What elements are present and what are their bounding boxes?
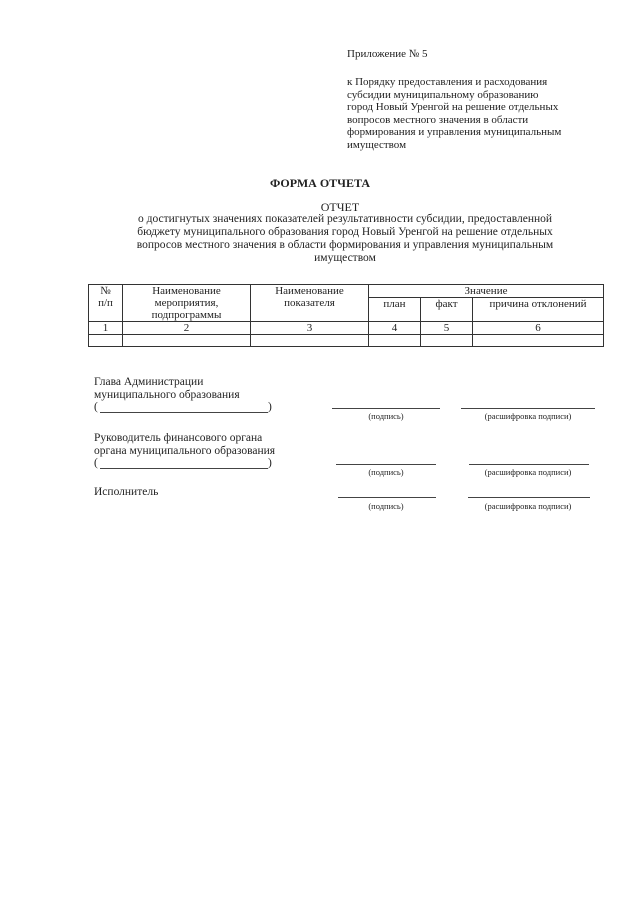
decoding-line bbox=[469, 464, 589, 465]
signature-line bbox=[338, 497, 436, 498]
empty-cell bbox=[123, 335, 251, 347]
header-text: подпрограммы bbox=[151, 309, 222, 321]
column-number: 6 bbox=[473, 322, 604, 335]
header-text: Наименование bbox=[152, 285, 221, 297]
reference-line: вопросов местного значения в области bbox=[347, 113, 529, 126]
signature-label-line: муниципального образования bbox=[94, 389, 240, 401]
appendix-reference-block bbox=[347, 76, 617, 151]
paren-open: ( bbox=[94, 401, 98, 413]
report-description bbox=[110, 213, 580, 265]
head-signature-label bbox=[94, 376, 240, 402]
finance-signature-label bbox=[94, 432, 275, 458]
empty-cell bbox=[369, 335, 421, 347]
signature-line bbox=[332, 408, 440, 409]
name-blank-line bbox=[100, 468, 268, 469]
header-indicator-name bbox=[251, 285, 369, 322]
signature-caption: (подпись) bbox=[368, 467, 404, 477]
empty-cell bbox=[421, 335, 473, 347]
column-number: 1 bbox=[89, 322, 123, 335]
signature-label-line: Глава Администрации bbox=[94, 376, 204, 388]
name-blank-line bbox=[100, 412, 268, 413]
report-title: ОТЧЕТ bbox=[320, 200, 360, 214]
decoding-caption: (расшифровка подписи) bbox=[484, 467, 572, 477]
reference-line: формирования и управления муниципальным bbox=[347, 126, 562, 138]
header-deviation-reason: причина отклонений bbox=[473, 298, 604, 322]
form-title: ФОРМА ОТЧЕТА bbox=[269, 176, 371, 190]
header-number bbox=[89, 285, 123, 322]
empty-cell bbox=[89, 335, 123, 347]
description-line: вопросов местного значения в области формирования и управления муниципальным bbox=[136, 239, 554, 251]
header-text: п/п bbox=[98, 297, 113, 309]
header-text: Наименование bbox=[275, 285, 344, 297]
appendix-label: Приложение № 5 bbox=[347, 48, 428, 60]
description-line: имуществом bbox=[314, 252, 376, 264]
decoding-line bbox=[461, 408, 595, 409]
signature-label-line: Руководитель финансового органа bbox=[94, 432, 263, 444]
description-line: о достигнутых значениях показателей результативности субсидии, предоставленной bbox=[137, 213, 553, 225]
report-table bbox=[88, 284, 604, 347]
signature-label-line: органа муниципального образования bbox=[94, 445, 276, 457]
reference-line: субсидии муниципальному образованию bbox=[347, 88, 539, 101]
header-fact: факт bbox=[421, 298, 473, 322]
reference-line: имуществом bbox=[347, 138, 407, 151]
paren-close: ) bbox=[268, 401, 272, 413]
decoding-caption: (расшифровка подписи) bbox=[484, 411, 572, 421]
decoding-line bbox=[468, 497, 590, 498]
header-value-group: Значение bbox=[369, 285, 604, 298]
decoding-caption: (расшифровка подписи) bbox=[484, 501, 572, 511]
column-number: 3 bbox=[251, 322, 369, 335]
paren-close: ) bbox=[268, 457, 272, 469]
signature-line bbox=[336, 464, 436, 465]
signature-caption: (подпись) bbox=[368, 411, 404, 421]
reference-line: город Новый Уренгой на решение отдельных bbox=[347, 101, 559, 113]
reference-line: к Порядку предоставления и расходования bbox=[347, 76, 548, 88]
table-row bbox=[89, 335, 604, 347]
header-text: мероприятия, bbox=[154, 297, 219, 309]
column-number: 5 bbox=[421, 322, 473, 335]
header-plan: план bbox=[369, 298, 421, 322]
empty-cell bbox=[473, 335, 604, 347]
column-number: 4 bbox=[369, 322, 421, 335]
header-activity-name bbox=[123, 285, 251, 322]
header-text: показателя bbox=[284, 297, 335, 309]
executor-label: Исполнитель bbox=[94, 486, 159, 498]
header-text: № bbox=[100, 285, 111, 297]
description-line: бюджету муниципального образования город Новый Уренгой на решение отдельных bbox=[137, 226, 553, 238]
paren-open: ( bbox=[94, 457, 98, 469]
column-number: 2 bbox=[123, 322, 251, 335]
empty-cell bbox=[251, 335, 369, 347]
column-number-row bbox=[89, 322, 604, 335]
signature-caption: (подпись) bbox=[368, 501, 404, 511]
